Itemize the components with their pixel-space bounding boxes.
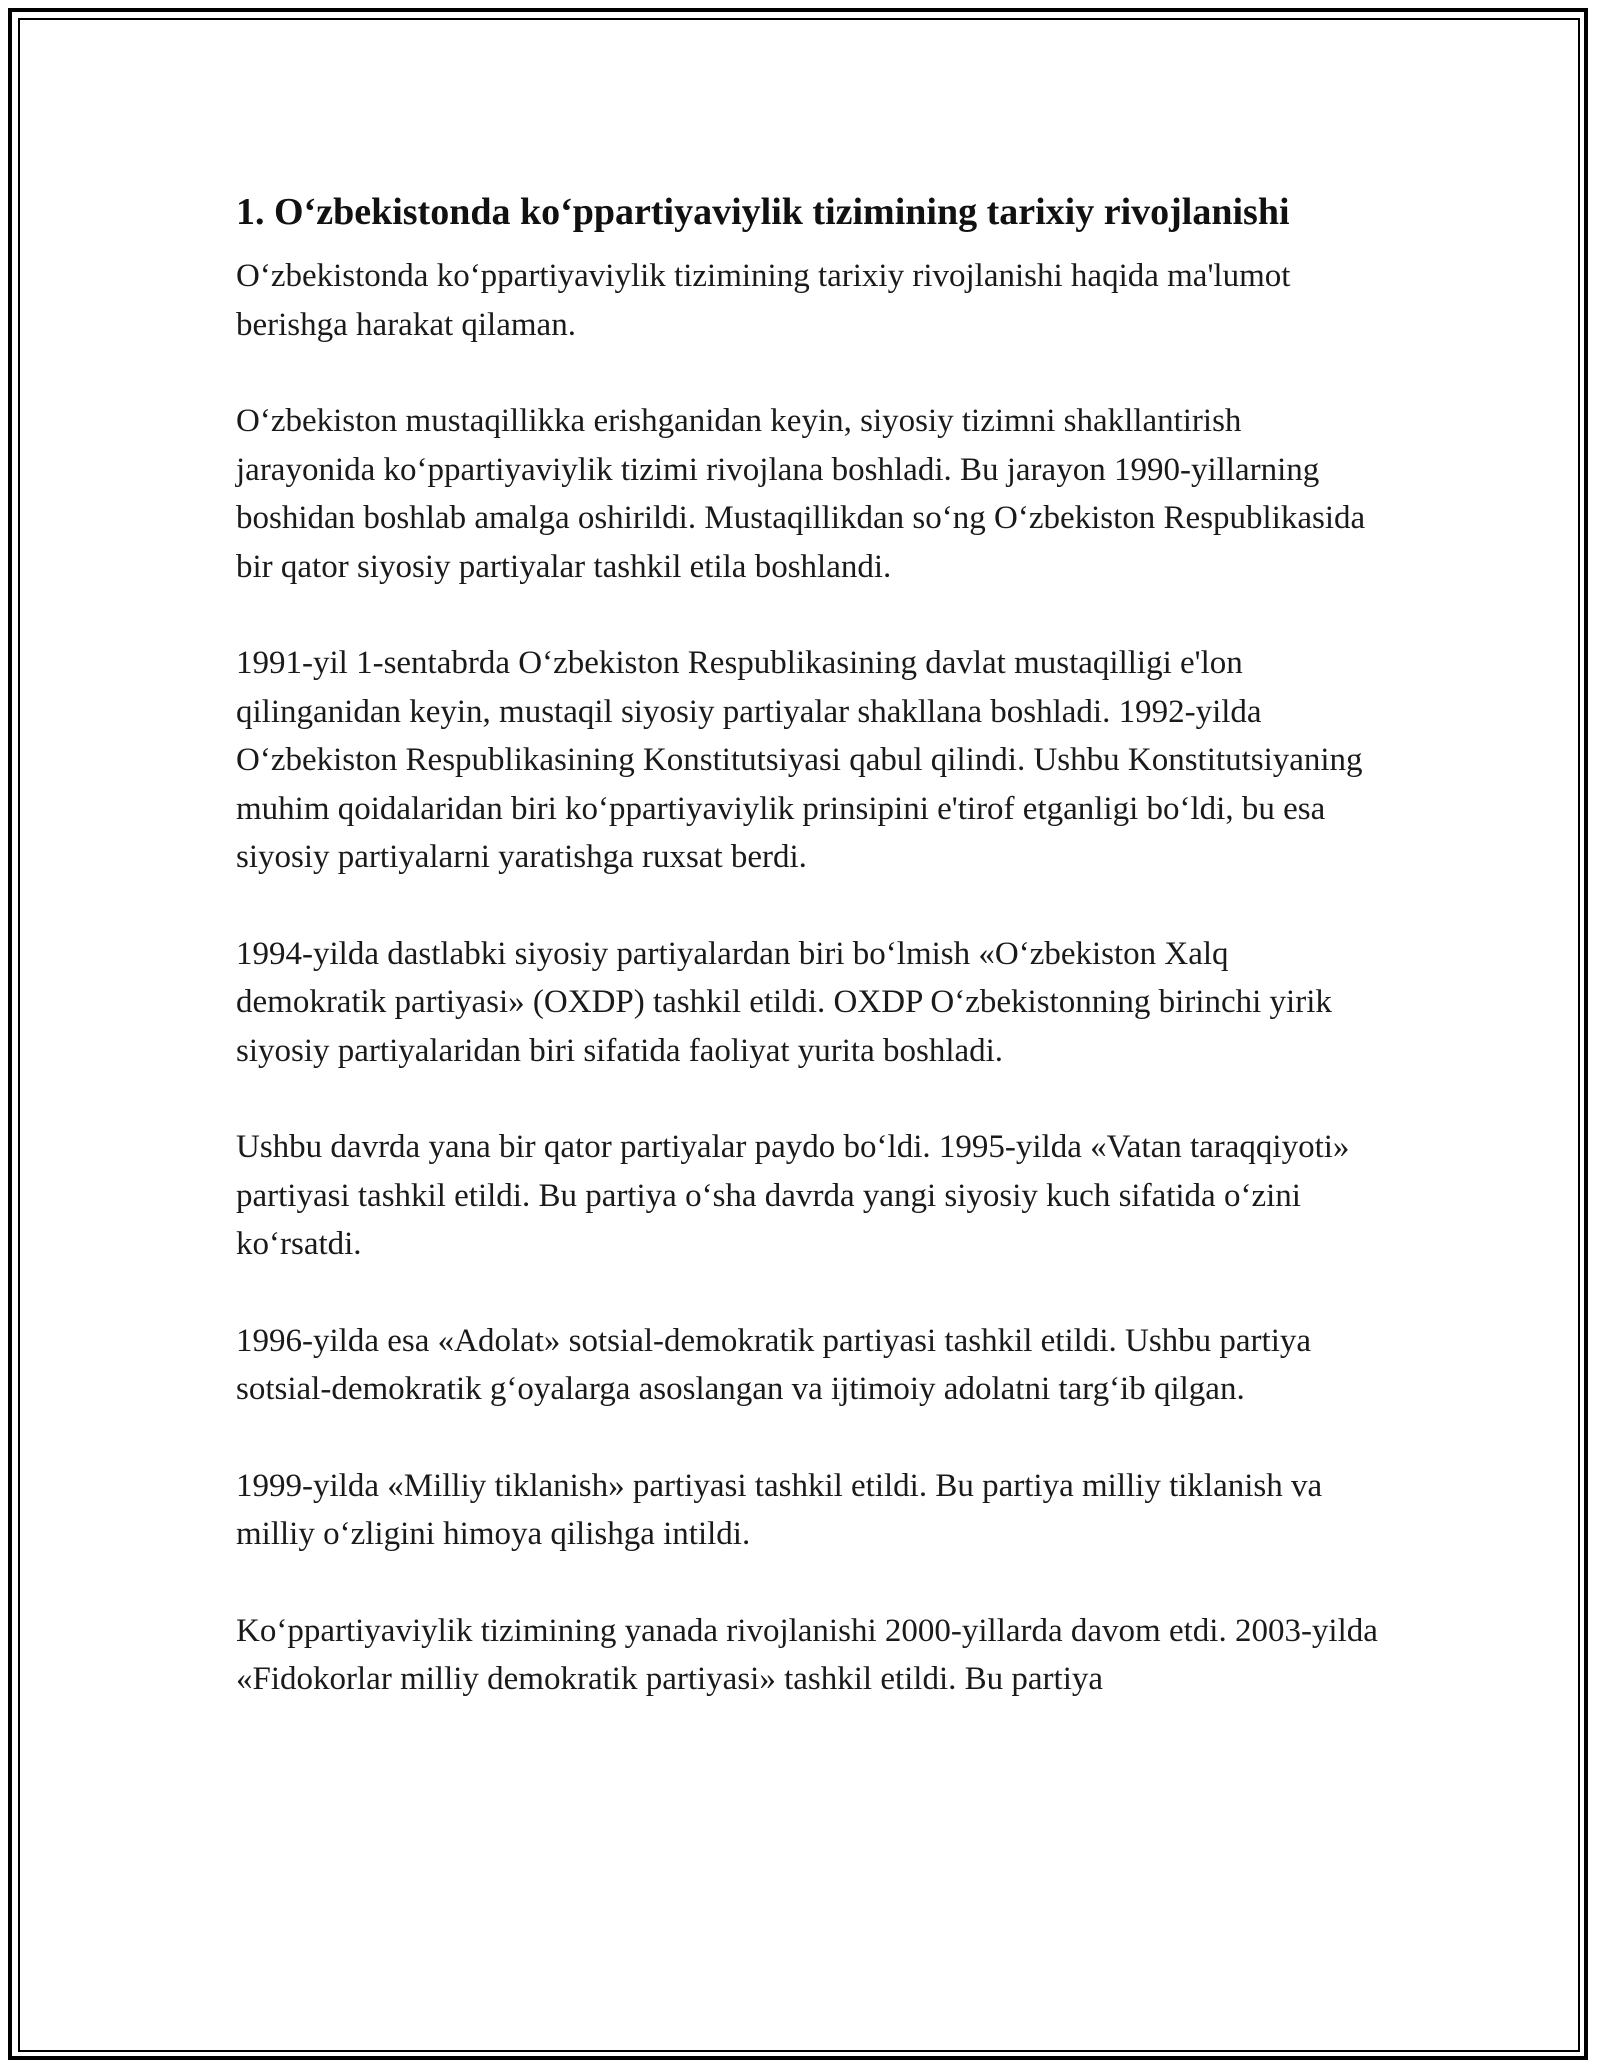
document-body	[236, 184, 1386, 1752]
paragraph-2000s: Ko‘ppartiyaviylik tizimining yanada rivojlanishi 2000-yillarda davom etdi. 2003-yilda «Fidokorlar milliy demokratik partiyasi» tashkil etildi. Bu partiya	[236, 1612, 1378, 1697]
paragraph-intro: O‘zbekistonda ko‘ppartiyaviylik tizimining tarixiy rivojlanishi haqida ma'lumot berishga harakat qilaman.	[236, 258, 1291, 343]
paragraph-1994: 1994-yilda dastlabki siyosiy partiyalardan biri bo‘lmish «O‘zbekiston Xalq demokratik partiyasi» (OXDP) tashkil etildi. OXDP O‘zbekistonning birinchi yirik siyosiy partiyalaridan biri sifatida faoliyat yurita boshladi.	[236, 935, 1332, 1069]
section-title: 1. O‘zbekistonda ko‘ppartiyaviylik tizimining tarixiy rivojlanishi	[236, 191, 1290, 233]
paragraph-1995: Ushbu davrda yana bir qator partiyalar paydo bo‘ldi. 1995-yilda «Vatan taraqqiyoti» partiyasi tashkil etildi. Bu partiya o‘sha davrda yangi siyosiy kuch sifatida o‘zini ko‘rsatdi.	[236, 1129, 1350, 1262]
paragraph-independence: O‘zbekiston mustaqillikka erishganidan keyin, siyosiy tizimni shakllantirish jarayonida ko‘ppartiyaviylik tizimi rivojlana boshladi. Bu jarayon 1990-yillarning boshidan boshlab amalga oshirildi. Mustaqillikdan so‘ng O‘zbekiston Respublikasida bir qator siyosiy partiyalar tashkil etila boshlandi.	[236, 403, 1366, 585]
paragraph-1999: 1999-yilda «Milliy tiklanish» partiyasi tashkil etildi. Bu partiya milliy tiklanish va milliy o‘zligini himoya qilishga intildi.	[236, 1467, 1323, 1552]
paragraph-1996: 1996-yilda esa «Adolat» sotsial-demokratik partiyasi tashkil etildi. Ushbu partiya sotsial-demokratik g‘oyalarga asoslangan va ijtimoiy adolatni targ‘ib qilgan.	[236, 1322, 1312, 1407]
paragraph-1991-1992: 1991-yil 1-sentabrda O‘zbekiston Respublikasining davlat mustaqilligi e'lon qilinganidan keyin, mustaqil siyosiy partiyalar shakllana boshladi. 1992-yilda O‘zbekiston Respublikasining Konstitutsiyasi qabul qilindi. Ushbu Konstitutsiyaning muhim qoidalaridan biri ko‘ppartiyaviylik prinsipini e'tirof etganligi bo‘ldi, bu esa siyosiy partiyalarni yaratishga ruxsat berdi.	[236, 645, 1363, 875]
